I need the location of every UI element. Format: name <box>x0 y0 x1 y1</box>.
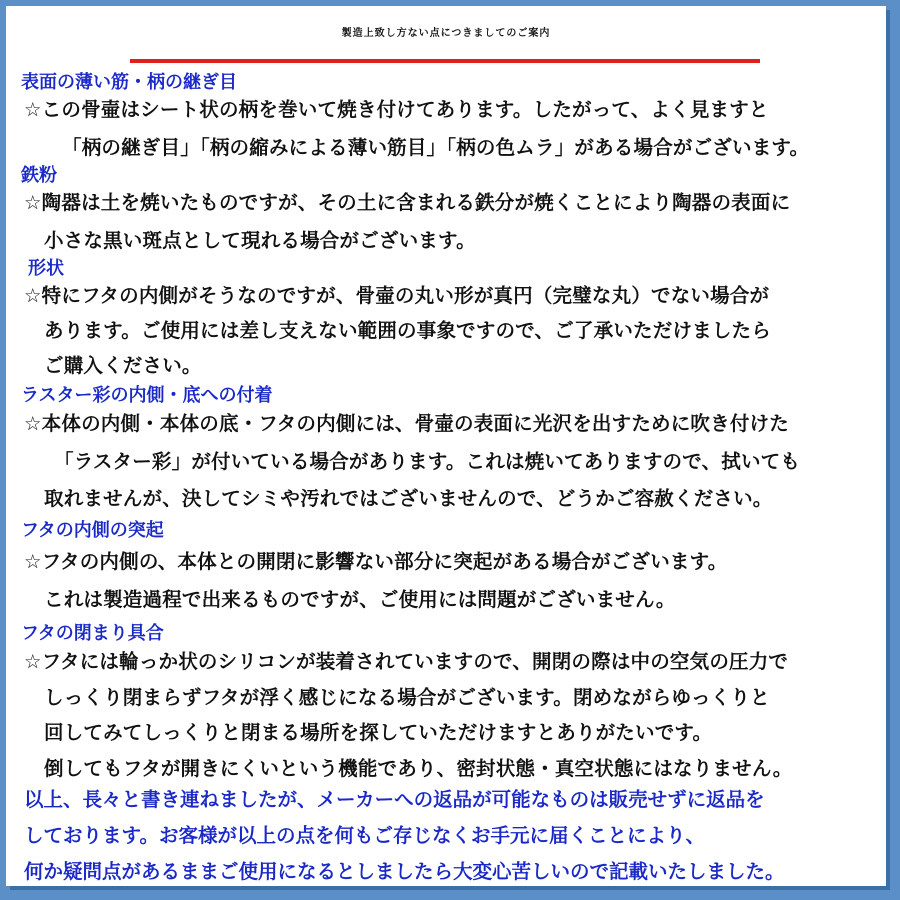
section-line: しっくり閉まらずフタが浮く感じになる場合がございます。閉めながらゆっくりと <box>44 686 770 709</box>
section-line: ☆特にフタの内側がそうなのですが、骨壷の丸い形が真円（完璧な丸）でない場合が <box>24 284 770 307</box>
section-line: 「柄の継ぎ目」「柄の縮みによる薄い筋目」「柄の色ムラ」がある場合がございます。 <box>62 136 810 159</box>
closing-note-line: 何か疑問点があるままご使用になるとしましたら大変心苦しいので記載いたしました。 <box>24 860 785 883</box>
closing-note-line: 以上、長々と書き連ねましたが、メーカーへの返品が可能なものは販売せずに返品を <box>24 788 765 811</box>
section-line: 倒してもフタが開きにくいという機能であり、密封状態・真空状態にはなりません。 <box>44 757 793 780</box>
section-heading-luster-glaze: ラスター彩の内側・底への付着 <box>21 385 273 406</box>
page-title: 製造上致し方ない点につきましてのご案内 <box>341 28 551 39</box>
notice-panel <box>6 6 886 886</box>
section-line: 「ラスター彩」が付いている場合があります。これは焼いてありますので、拭いても <box>54 450 801 473</box>
section-line: 取れませんが、決してシミや汚れではございませんので、どうかご容赦ください。 <box>44 487 773 510</box>
section-line: ☆陶器は土を焼いたものですが、その土に含まれる鉄分が焼くことにより陶器の表面に <box>24 191 791 214</box>
title-underline <box>130 59 760 63</box>
section-line: ☆この骨壷はシート状の柄を巻いて焼き付けてあります。したがって、よく見ますと <box>24 98 769 121</box>
section-heading-lid-closure: フタの閉まり具合 <box>21 623 164 644</box>
section-heading-iron-powder: 鉄粉 <box>21 165 57 186</box>
section-line: これは製造過程で出来るものですが、ご使用には問題がございません。 <box>44 588 676 611</box>
section-heading-shape: 形状 <box>28 258 64 279</box>
closing-note-line: しております。お客様が以上の点を何もご存じなくお手元に届くことにより、 <box>24 824 705 847</box>
section-heading-pattern-seams: 表面の薄い筋・柄の継ぎ目 <box>21 72 237 93</box>
section-line: ☆本体の内側・本体の底・フタの内側には、骨壷の表面に光沢を出すために吹き付けた <box>24 412 789 435</box>
section-line: 小さな黒い斑点として現れる場合がございます。 <box>44 229 476 252</box>
section-line: ご購入ください。 <box>44 354 202 377</box>
section-line: ☆フタには輪っか状のシリコンが装着されていますので、開閉の際は中の空気の圧力で <box>24 650 789 673</box>
section-heading-lid-protrusion: フタの内側の突起 <box>21 520 164 541</box>
section-line: あります。ご使用には差し支えない範囲の事象ですので、ご了承いただけましたら <box>44 319 771 342</box>
section-line: ☆フタの内側の、本体との開閉に影響ない部分に突起がある場合がございます。 <box>24 550 728 573</box>
section-line: 回してみてしっくりと閉まる場所を探していただけますとありがたいです。 <box>44 721 713 744</box>
